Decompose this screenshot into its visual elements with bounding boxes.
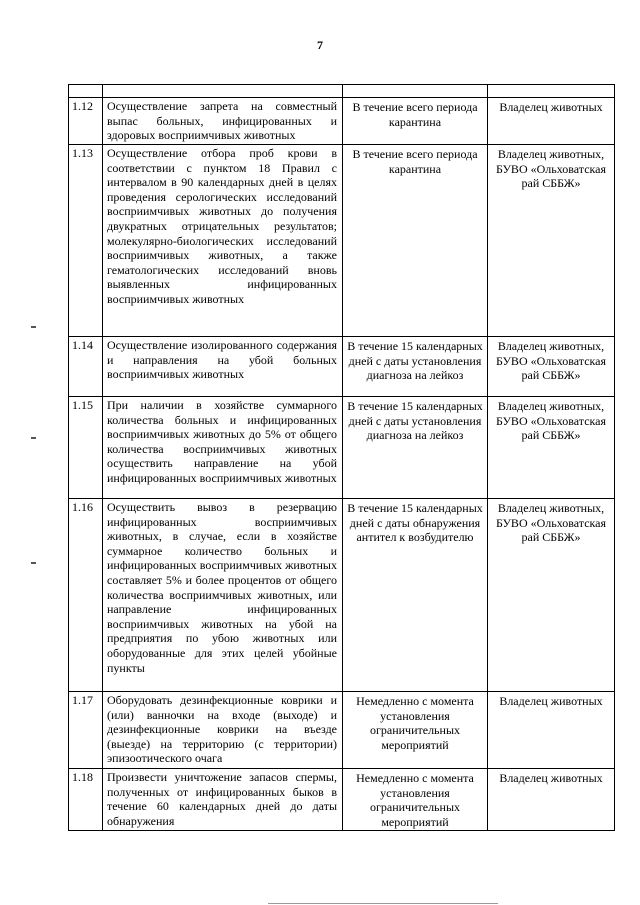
margin-scan-mark: [31, 437, 36, 439]
row-responsible: Владелец животных, БУВО «Ольховатская рай СББЖ»: [488, 337, 615, 397]
table-row: [69, 499, 615, 692]
table-header-row: [69, 85, 615, 98]
row-time: В течение 15 календарных дней с даты установления диагноза на лейкоз: [343, 397, 488, 499]
row-number: 1.17: [69, 692, 103, 769]
row-number: 1.18: [69, 769, 103, 831]
row-responsible: Владелец животных: [488, 769, 615, 831]
table-row: [69, 769, 615, 831]
table-row: [69, 692, 615, 769]
row-action: Осуществление отбора проб крови в соответствии с пунктом 18 Правил с интервалом в 90 календарных дней в целях проведения серологических исследований восприимчивых животных до получения двукратных отрицательных результатов; молекулярно-биологических исследований восприимчивых животных, а также гематологических исследований вновь выявленных инфицированных восприимчивых животных: [103, 145, 343, 337]
row-action: Осуществление изолированного содержания и направления на убой больных восприимчивых животных: [103, 337, 343, 397]
row-number: 1.16: [69, 499, 103, 692]
table-row: [69, 397, 615, 499]
footer-line: [268, 903, 498, 904]
margin-scan-mark: [31, 562, 36, 564]
table-row: [69, 337, 615, 397]
row-time: Немедленно с момента установления ограничительных мероприятий: [343, 692, 488, 769]
table-row: [69, 145, 615, 337]
row-time: В течение всего периода карантина: [343, 98, 488, 145]
row-action: При наличии в хозяйстве суммарного количества больных и инфицированных восприимчивых животных до 5% от общего количества восприимчивых животных осуществить направление на убой инфицированных восприимчивых животных: [103, 397, 343, 499]
row-action: Оборудовать дезинфекционные коврики и (или) ванночки на входе (выходе) и дезинфекционные коврики на въезде (выезде) на территорию (с территории) эпизоотического очага: [103, 692, 343, 769]
row-action: Произвести уничтожение запасов спермы, полученных от инфицированных быков в течение 60 календарных дней до даты обнаружения: [103, 769, 343, 831]
row-number: 1.12: [69, 98, 103, 145]
row-action: Осуществить вывоз в резервацию инфицированных восприимчивых животных, в случае, если в хозяйстве суммарное количество больных и инфицированных восприимчивых животных составляет 5% и более процентов от общего количества восприимчивых животных, или направление инфицированных восприимчивых животных на убой на предприятия по убою животных или оборудованные для этих целей убойные пункты: [103, 499, 343, 692]
row-responsible: Владелец животных, БУВО «Ольховатская рай СББЖ»: [488, 397, 615, 499]
row-action: Осуществление запрета на совместный выпас больных, инфицированных и здоровых восприимчивых животных: [103, 98, 343, 145]
row-time: Немедленно с момента установления ограничительных мероприятий: [343, 769, 488, 831]
row-time: В течение всего периода карантина: [343, 145, 488, 337]
row-number: 1.14: [69, 337, 103, 397]
row-responsible: Владелец животных, БУВО «Ольховатская рай СББЖ»: [488, 145, 615, 337]
row-responsible: Владелец животных, БУВО «Ольховатская рай СББЖ»: [488, 499, 615, 692]
row-time: В течение 15 календарных дней с даты обнаружения антител к возбудителю: [343, 499, 488, 692]
row-number: 1.15: [69, 397, 103, 499]
page-number: 7: [317, 38, 323, 52]
measures-table: [68, 84, 615, 831]
table-row: [69, 98, 615, 145]
row-time: В течение 15 календарных дней с даты установления диагноза на лейкоз: [343, 337, 488, 397]
row-responsible: Владелец животных: [488, 98, 615, 145]
row-number: 1.13: [69, 145, 103, 337]
row-responsible: Владелец животных: [488, 692, 615, 769]
margin-scan-mark: [31, 326, 36, 328]
